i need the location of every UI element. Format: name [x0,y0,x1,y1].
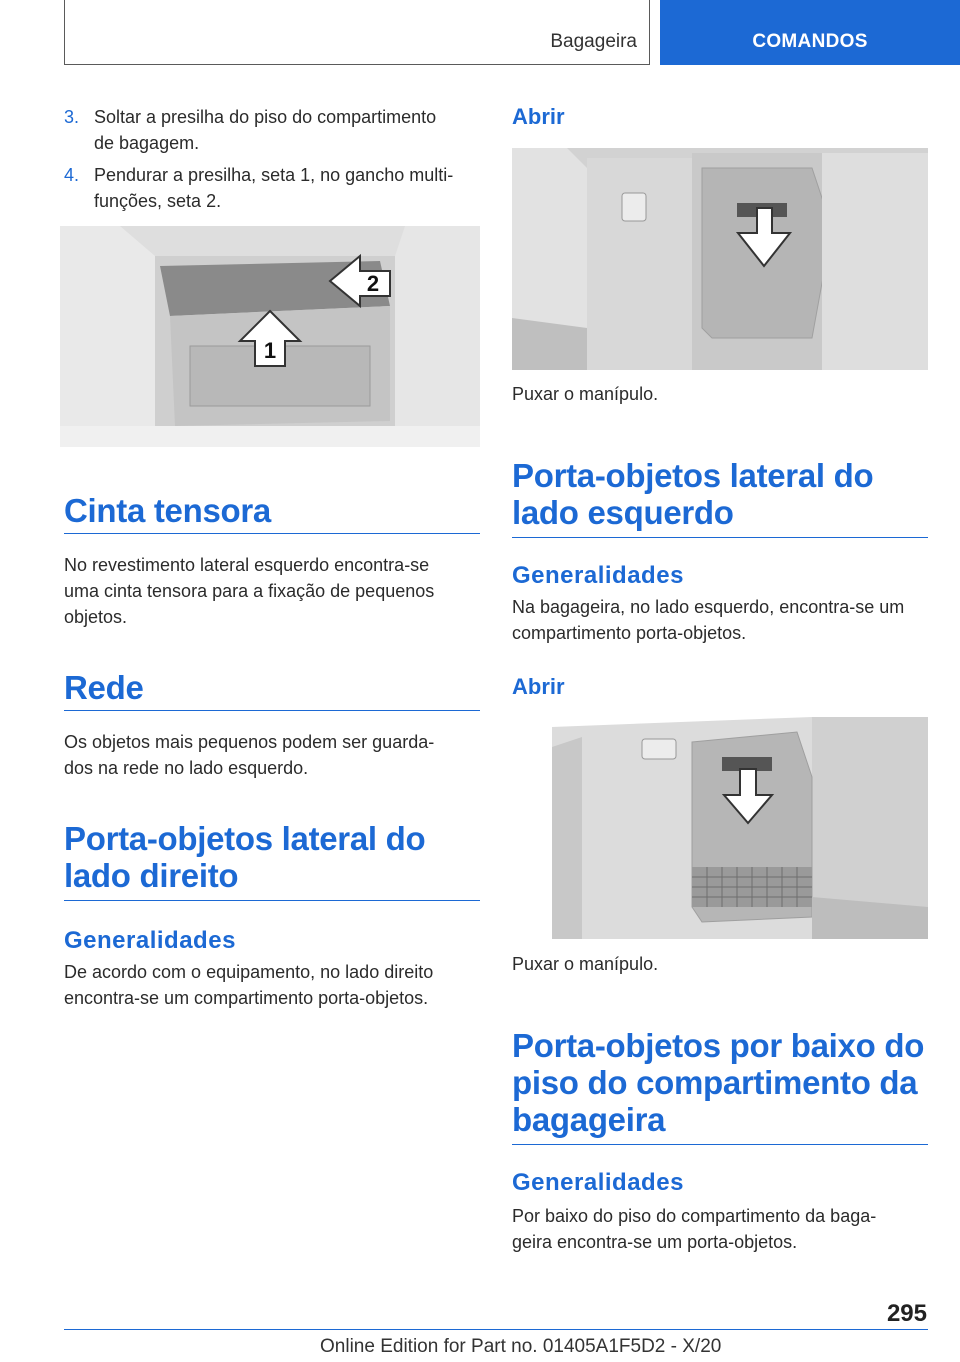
subheading: Generalidades [512,1169,684,1196]
section-heading: Cinta tensora [64,492,480,534]
heading-line: piso do compartimento da [512,1064,918,1101]
body-line: encontra-se um compartimento porta-objetos. [64,988,429,1008]
step-text-line: de bagagem. [94,133,200,153]
abrir1-caption-wrap [512,381,928,407]
section-heading [64,820,480,901]
step-text-line: Pendurar a presilha, seta 1, no gancho multi- [94,165,454,185]
abrir1-heading-wrap [512,104,928,130]
subheading: Generalidades [64,927,236,954]
esquerdo-section [512,457,928,646]
subheading: Abrir [512,674,565,699]
image-caption: Puxar o manípulo. [512,384,659,404]
right-compartment-image [512,148,928,370]
body-line: geira encontra-se um porta-objetos. [512,1232,798,1252]
rede-section [64,669,480,781]
heading-line: Porta-objetos lateral do [512,457,874,494]
trunk-floor-image [60,226,480,447]
heading-line: lado esquerdo [512,494,734,531]
abrir2-heading-wrap [512,674,928,700]
subheading: Generalidades [512,562,684,589]
running-header [64,0,650,65]
section-heading [512,457,928,538]
direito-section [64,820,480,1011]
body-line: compartimento porta-objetos. [512,623,747,643]
step-number: 4. [64,165,80,185]
body-line: objetos. [64,607,128,627]
step-item [64,104,480,156]
step-number: 3. [64,107,80,127]
chapter-tab[interactable] [660,0,960,65]
body-line: uma cinta tensora para a fixação de pequenos [64,581,435,601]
subheading: Abrir [512,104,565,129]
body-line: No revestimento lateral esquerdo encontra-se [64,555,430,575]
section-heading: Rede [64,669,480,711]
body-line: Por baixo do piso do compartimento da baga- [512,1206,877,1226]
arrow-label-2: 2 [366,271,380,296]
abrir2-caption-wrap [512,951,928,977]
heading-line: Porta-objetos lateral do [64,820,426,857]
step-text-line: funções, seta 2. [94,191,222,211]
heading-line: Porta-objetos por baixo do [512,1027,925,1064]
body-line: dos na rede no lado esquerdo. [64,758,309,778]
piso-section [512,1027,928,1255]
arrow-label-1: 1 [263,338,277,363]
footer-divider [64,1329,928,1330]
page-number: 295 [886,1300,927,1327]
steps-list [64,104,480,214]
step-item [64,162,480,214]
chapter-title: COMANDOS [752,31,868,52]
body-line: Na bagageira, no lado esquerdo, encontra-se um [512,597,905,617]
body-line: De acordo com o equipamento, no lado direito [64,962,434,982]
step-text-line: Soltar a presilha do piso do compartimento [94,107,437,127]
heading-line: lado direito [64,857,239,894]
body-line: Os objetos mais pequenos podem ser guarda- [64,732,435,752]
heading-line: bagageira [512,1101,666,1138]
section-heading [512,1027,928,1145]
edition-note: Online Edition for Part no. 01405A1F5D2 - X/20 [320,1336,722,1357]
section-title: Bagageira [550,31,637,52]
cinta-section [64,492,480,630]
left-compartment-image [512,717,928,939]
image-caption: Puxar o manípulo. [512,954,659,974]
